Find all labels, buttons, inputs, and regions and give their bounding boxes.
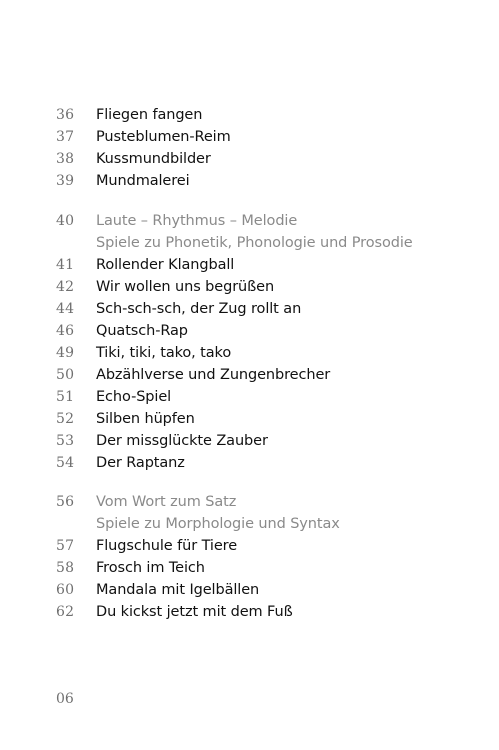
toc-entry xyxy=(0,601,499,623)
entry-page-number: 38 xyxy=(56,151,75,167)
entry-title: Flugschule für Tiere xyxy=(96,538,238,554)
entry-page-number: 37 xyxy=(56,129,75,145)
entry-title: Der missglückte Zauber xyxy=(96,433,268,449)
entry-page-number: 58 xyxy=(56,560,75,576)
section-page-number: 40 xyxy=(56,213,75,229)
entry-title: Frosch im Teich xyxy=(96,560,205,576)
entry-page-number: 54 xyxy=(56,455,75,471)
entry-page-number: 36 xyxy=(56,107,75,123)
toc-entry xyxy=(0,254,499,276)
entry-page-number: 60 xyxy=(56,582,75,598)
toc-entry xyxy=(0,452,499,474)
entry-title: Mundmalerei xyxy=(96,173,190,189)
entry-title: Wir wollen uns begrüßen xyxy=(96,279,275,295)
toc-entry xyxy=(0,170,499,192)
entry-title: Sch-sch-sch, der Zug rollt an xyxy=(96,301,302,317)
toc-entry xyxy=(0,535,499,557)
entry-page-number: 62 xyxy=(56,604,75,620)
section-title: Laute – Rhythmus – Melodie xyxy=(96,213,298,229)
entry-page-number: 46 xyxy=(56,323,75,339)
entry-title: Abzählverse und Zungenbrecher xyxy=(96,367,331,383)
toc-entry xyxy=(0,126,499,148)
entry-title: Fliegen fangen xyxy=(96,107,203,123)
toc-entry xyxy=(0,557,499,579)
entry-page-number: 51 xyxy=(56,389,75,405)
entry-title: Tiki, tiki, tako, tako xyxy=(96,345,232,361)
entry-title: Pusteblumen-Reim xyxy=(96,129,231,145)
toc-entry xyxy=(0,364,499,386)
toc-entry xyxy=(0,408,499,430)
toc-entry xyxy=(0,298,499,320)
entry-page-number: 49 xyxy=(56,345,75,361)
entry-title: Quatsch-Rap xyxy=(96,323,188,339)
section-title: Vom Wort zum Satz xyxy=(96,494,237,510)
entry-page-number: 50 xyxy=(56,367,75,383)
entry-page-number: 44 xyxy=(56,301,75,317)
section-subtitle: Spiele zu Morphologie und Syntax xyxy=(96,516,340,532)
entry-page-number: 53 xyxy=(56,433,75,449)
toc-section-heading xyxy=(0,491,499,513)
entry-page-number: 52 xyxy=(56,411,75,427)
toc-entry xyxy=(0,104,499,126)
entry-page-number: 57 xyxy=(56,538,75,554)
toc-entry xyxy=(0,386,499,408)
toc-section-heading xyxy=(0,210,499,232)
toc-entry xyxy=(0,342,499,364)
entry-title: Der Raptanz xyxy=(96,455,185,471)
section-subtitle: Spiele zu Phonetik, Phonologie und Prosodie xyxy=(96,235,413,251)
entry-title: Kussmundbilder xyxy=(96,151,211,167)
toc-entry xyxy=(0,579,499,601)
section-page-number: 56 xyxy=(56,494,75,510)
entry-title: Mandala mit Igelbällen xyxy=(96,582,260,598)
page-number-folio: 06 xyxy=(56,691,74,707)
entry-title: Du kickst jetzt mit dem Fuß xyxy=(96,604,293,620)
entry-title: Echo-Spiel xyxy=(96,389,172,405)
entry-page-number: 41 xyxy=(56,257,75,273)
toc-entry xyxy=(0,148,499,170)
toc-entry xyxy=(0,430,499,452)
entry-title: Silben hüpfen xyxy=(96,411,195,427)
toc-entry xyxy=(0,320,499,342)
entry-page-number: 42 xyxy=(56,279,75,295)
entry-title: Rollender Klangball xyxy=(96,257,235,273)
toc-entry xyxy=(0,276,499,298)
entry-page-number: 39 xyxy=(56,173,75,189)
